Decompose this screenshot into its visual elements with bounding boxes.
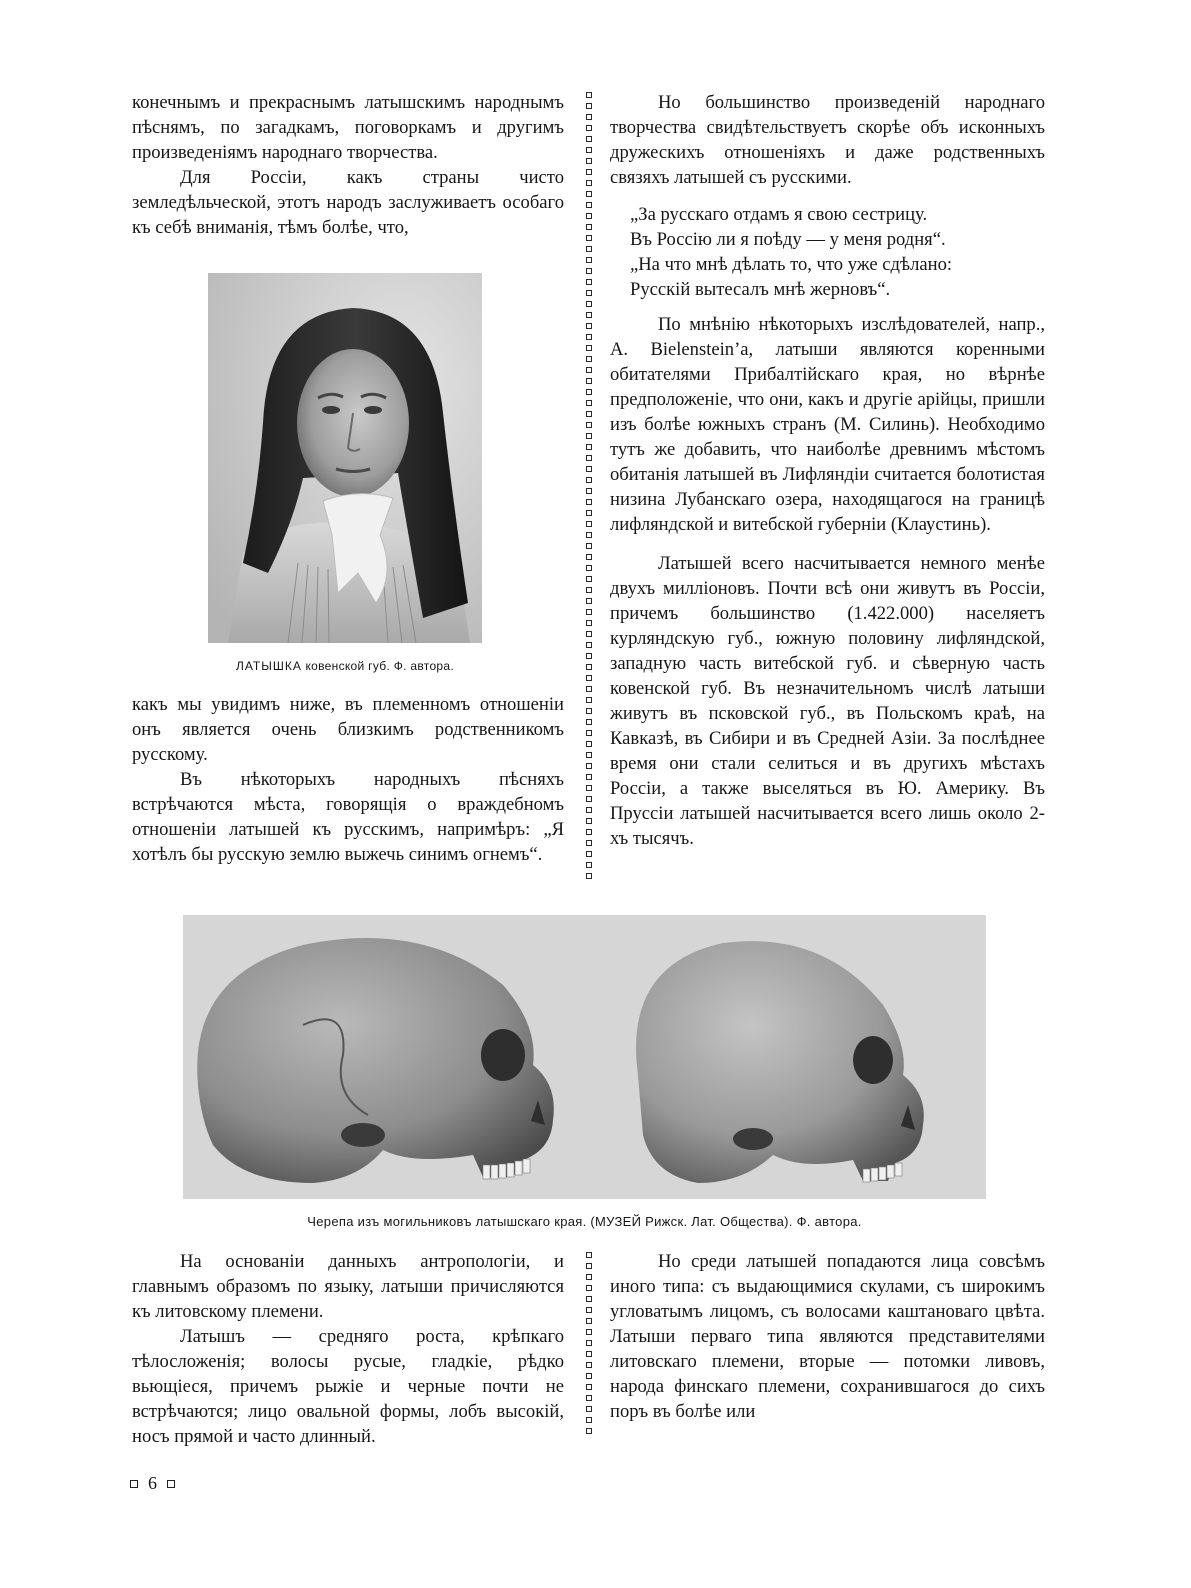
divider-square-icon — [586, 191, 592, 197]
divider-square-icon — [586, 1263, 592, 1269]
divider-square-icon — [586, 576, 592, 582]
divider-square-icon — [586, 433, 592, 439]
divider-square-icon — [586, 400, 592, 406]
skulls-photo — [183, 915, 986, 1199]
divider-square-icon — [586, 719, 592, 725]
portrait-illustration — [208, 273, 482, 643]
divider-square-icon — [586, 323, 592, 329]
divider-square-icon — [586, 686, 592, 692]
divider-square-icon — [586, 1428, 592, 1434]
divider-square-icon — [586, 378, 592, 384]
divider-square-icon — [586, 510, 592, 516]
divider-square-icon — [586, 301, 592, 307]
divider-square-icon — [586, 1384, 592, 1390]
divider-square-icon — [586, 631, 592, 637]
divider-square-icon — [586, 642, 592, 648]
left-column-middle — [132, 692, 564, 867]
paragraph: конечнымъ и прекраснымъ латышскимъ народнымъ пѣснямъ, по загадкамъ, поговоркамъ и другимъ произведеніямъ народнаго творчества. — [132, 92, 564, 163]
divider-square-icon — [586, 565, 592, 571]
divider-square-icon — [586, 92, 592, 98]
divider-square-icon — [586, 213, 592, 219]
divider-square-icon — [586, 202, 592, 208]
paragraph: По мнѣнію нѣкоторыхъ изслѣдователей, напр., A. Bielenstein’a, латыши являются коренными обитателями Прибалтійскаго края, но вѣрнѣе предположеніе, что они, какъ и другіе арійцы, пришли изъ болѣе южныхъ странъ (М. Силинь). Необходимо тутъ же добавить, что наиболѣе древнимъ мѣстомъ обитанія латышей въ Лифляндіи считается болотистая низина Лубанскаго озера, находящагося на границѣ лифляндской и витебской губерніи (Клаустинь). — [610, 314, 1045, 535]
left-column-top — [132, 90, 564, 240]
divider-square-icon — [586, 1373, 592, 1379]
paragraph: Для Россіи, какъ страны чисто земледѣльческой, этотъ народъ заслуживаетъ особаго къ себѣ вниманія, тѣмъ болѣе, что, — [132, 167, 564, 238]
ornament-square-icon — [130, 1480, 138, 1488]
divider-square-icon — [586, 356, 592, 362]
paragraph: Но большинство произведеній народнаго творчества свидѣтельствуетъ скорѣе объ исконныхъ дружескихъ отношеніяхъ и даже родственныхъ связяхъ латышей съ русскими. — [610, 92, 1045, 188]
divider-square-icon — [586, 103, 592, 109]
divider-square-icon — [586, 477, 592, 483]
paragraph: На основаніи данныхъ антропологіи, и главнымъ образомъ по языку, латыши причисляются къ литовскому племени. — [132, 1251, 564, 1322]
divider-square-icon — [586, 235, 592, 241]
right-column-bottom — [610, 1249, 1045, 1424]
divider-square-icon — [586, 598, 592, 604]
column-divider — [585, 92, 595, 882]
divider-square-icon — [586, 246, 592, 252]
divider-square-icon — [586, 224, 592, 230]
divider-square-icon — [586, 279, 592, 285]
divider-square-icon — [586, 367, 592, 373]
divider-square-icon — [586, 1274, 592, 1280]
skulls-illustration — [183, 915, 986, 1199]
divider-square-icon — [586, 774, 592, 780]
divider-square-icon — [586, 1307, 592, 1313]
portrait-photo — [208, 273, 482, 643]
divider-square-icon — [586, 708, 592, 714]
divider-square-icon — [586, 763, 592, 769]
verse-line: „На что мнѣ дѣлать то, что уже сдѣлано: — [630, 254, 953, 275]
divider-square-icon — [586, 675, 592, 681]
divider-square-icon — [586, 1340, 592, 1346]
divider-square-icon — [586, 796, 592, 802]
divider-square-icon — [586, 158, 592, 164]
divider-square-icon — [586, 1417, 592, 1423]
verse-line: Въ Россію ли я поѣду — у меня родня“. — [630, 229, 946, 250]
divider-square-icon — [586, 851, 592, 857]
divider-square-icon — [586, 664, 592, 670]
page-number — [130, 1473, 175, 1494]
divider-square-icon — [586, 334, 592, 340]
divider-square-icon — [586, 444, 592, 450]
divider-square-icon — [586, 389, 592, 395]
divider-square-icon — [586, 1329, 592, 1335]
divider-square-icon — [586, 1406, 592, 1412]
divider-square-icon — [586, 840, 592, 846]
divider-square-icon — [586, 257, 592, 263]
divider-square-icon — [586, 730, 592, 736]
paragraph: Латышъ — средняго роста, крѣпкаго тѣлосложенія; волосы русые, гладкіе, рѣдко вьющіеся, причемъ рыжіе и черные почти не встрѣчаются; лицо овальной формы, лобъ высокій, носъ прямой и часто длинный. — [132, 1326, 564, 1447]
divider-square-icon — [586, 741, 592, 747]
right-column-top — [610, 90, 1045, 851]
divider-square-icon — [586, 653, 592, 659]
paragraph: Латышей всего насчитывается немного менѣе двухъ милліоновъ. Почти всѣ они живутъ въ Россіи, причемъ большинство (1.422.000) населяетъ курляндскую губ., южную половину лифляндской, западную часть витебской губ. и сѣверную часть ковенской губ. Въ незначительномъ числѣ латыши живутъ въ псковской губ., въ Польскомъ краѣ, на Кавказѣ, въ Сибири и въ Средней Азіи. За послѣднее время они стали селиться и въ другихъ мѣстахъ Россіи, а также выселяться въ Ю. Америку. Въ Пруссіи латышей насчитывается всего лишь около 2-хъ тысячъ. — [610, 553, 1045, 849]
caption-text: ковенской губ. Ф. автора. — [301, 659, 455, 673]
divider-square-icon — [586, 114, 592, 120]
paragraph: какъ мы увидимъ ниже, въ племенномъ отношеніи онъ является очень близкимъ родственникомъ русскому. — [132, 694, 564, 765]
ornament-square-icon — [167, 1480, 175, 1488]
verse-line: Русскій вытесалъ мнѣ жерновъ“. — [630, 279, 891, 300]
divider-square-icon — [586, 862, 592, 868]
divider-square-icon — [586, 180, 592, 186]
divider-square-icon — [586, 532, 592, 538]
divider-square-icon — [586, 466, 592, 472]
divider-square-icon — [586, 609, 592, 615]
divider-square-icon — [586, 268, 592, 274]
divider-square-icon — [586, 1318, 592, 1324]
divider-square-icon — [586, 422, 592, 428]
divider-square-icon — [586, 455, 592, 461]
divider-square-icon — [586, 411, 592, 417]
divider-square-icon — [586, 1285, 592, 1291]
verse-line: „За русскаго отдамъ я свою сестрицу. — [630, 204, 928, 225]
page-number-text: 6 — [148, 1473, 157, 1493]
divider-square-icon — [586, 345, 592, 351]
divider-square-icon — [586, 1296, 592, 1302]
divider-square-icon — [586, 169, 592, 175]
divider-square-icon — [586, 587, 592, 593]
divider-square-icon — [586, 829, 592, 835]
divider-square-icon — [586, 554, 592, 560]
divider-square-icon — [586, 488, 592, 494]
divider-square-icon — [586, 543, 592, 549]
paragraph: Въ нѣкоторыхъ народныхъ пѣсняхъ встрѣчаются мѣста, говорящія о враждебномъ отношеніи латышей къ русскимъ, напримѣръ: „Я хотѣлъ бы русскую землю выжечь синимъ огнемъ“. — [132, 769, 564, 865]
divider-square-icon — [586, 499, 592, 505]
divider-square-icon — [586, 818, 592, 824]
divider-square-icon — [586, 1395, 592, 1401]
column-divider — [585, 1252, 595, 1435]
divider-square-icon — [586, 1362, 592, 1368]
divider-square-icon — [586, 873, 592, 879]
divider-square-icon — [586, 620, 592, 626]
divider-square-icon — [586, 290, 592, 296]
divider-square-icon — [586, 1351, 592, 1357]
skulls-caption: Черепа изъ могильниковъ латышскаго края. (МУЗЕЙ Рижск. Лат. Общества). Ф. автора. — [307, 1214, 862, 1229]
divider-square-icon — [586, 697, 592, 703]
left-column-bottom — [132, 1249, 564, 1449]
divider-square-icon — [586, 312, 592, 318]
divider-square-icon — [586, 807, 592, 813]
divider-square-icon — [586, 1252, 592, 1258]
verse-quote — [630, 202, 1045, 302]
portrait-caption — [208, 659, 482, 673]
paragraph: Но среди латышей попадаются лица совсѣмъ иного типа: съ выдающимися скулами, съ широкимъ угловатымъ лицомъ, съ волосами каштановаго цвѣта. Латыши перваго типа являются представителями литовскаго племени, вторые — потомки ливовъ, народа финскаго племени, сохранившагося до сихъ поръ въ болѣе или — [610, 1251, 1045, 1422]
caption-title: ЛАТЫШКА — [235, 659, 302, 673]
divider-square-icon — [586, 752, 592, 758]
divider-square-icon — [586, 785, 592, 791]
divider-square-icon — [586, 125, 592, 131]
divider-square-icon — [586, 136, 592, 142]
divider-square-icon — [586, 521, 592, 527]
divider-square-icon — [586, 147, 592, 153]
